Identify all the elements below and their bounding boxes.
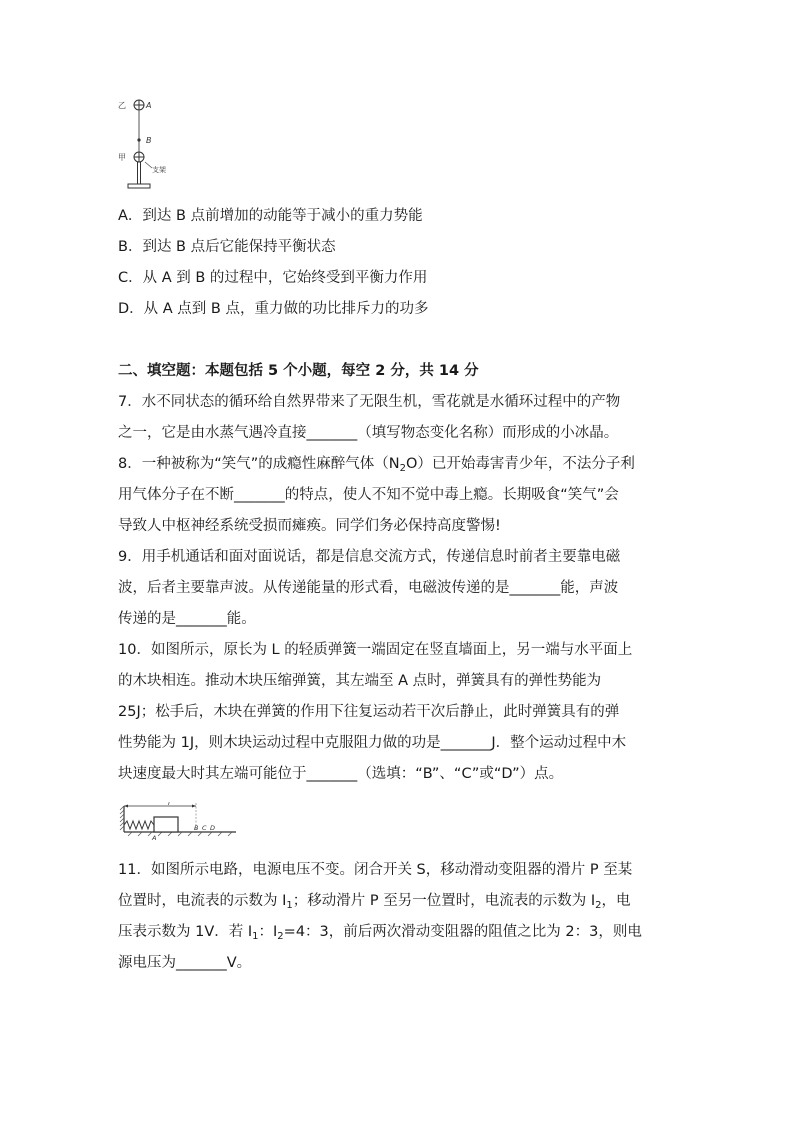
fig1-label-stand: 支架 [152,166,166,174]
q10-line2: 的木块相连。推动木块压缩弹簧，其左端至 A 点时，弹簧具有的弹性势能为 [118,673,602,689]
fig1-label-a: A [146,101,152,110]
fig2-label-l: l [168,802,170,807]
spring [124,821,154,829]
q10-line3: 25J；松手后，木块在弹簧的作用下往复运动若干次后静止，此时弹簧具有的弹 [118,704,620,720]
point-b [137,138,140,141]
q11-line3: 压表示数为 1V．若 $I_1$：$I_2=4$：3，前后两次滑动变阻器的阻值之比为 2：3，则电 [118,924,642,942]
section-heading: 二、填空题：本题包括 5 个小题，每空 2 分，共 14 分 [118,363,479,379]
fig2-label-c: C [202,824,207,832]
q9-line1: 9．用手机通话和面对面说话，都是信息交流方式，传递信息时前者主要靠电磁 [118,549,621,565]
q9-line2: 波，后者主要靠声波。从传递能量的形式看，电磁波传递的是_______能，声波 [118,580,619,596]
fig2-label-a: A [152,834,157,840]
q9-line3: 传递的是_______能。 [118,611,256,627]
fig2-label-d: D [210,824,216,832]
fig2-label-b: B [194,824,199,832]
q7-line2: 之一，它是由水蒸气遇冷直接_______（填写物态变化名称）而形成的小冰晶。 [118,425,619,441]
q11-line4: 源电压为_______V。 [118,955,252,971]
stand-post [138,162,141,184]
option-a: A．到达 B 点前增加的动能等于减小的重力势能 [118,208,423,224]
q8-line3: 导致人中枢神经系统受损而瘫痪。同学们务必保持高度警惕! [118,518,501,534]
fig1-label-jia: 甲 [118,153,126,162]
option-c: C．从 A 到 B 的过程中，它始终受到平衡力作用 [118,270,428,286]
option-b: B．到达 B 点后它能保持平衡状态 [118,239,336,255]
spring-block-figure [118,802,238,840]
fig1-label-yi: 乙 [118,101,126,110]
option-d: D．从 A 点到 B 点，重力做的功比排斥力的功多 [118,301,429,317]
q10-line4: 性势能为 1J，则木块运动过程中克服阻力做的功是_______J．整个运动过程中木 [118,735,627,751]
q10-line5: 块速度最大时其左端可能位于_______（选填：“B”、“C”或“D”）点。 [118,766,564,782]
q8-line1: 8．一种被称为“笑气”的成瘾性麻醉气体$(N_2O)$已开始毒害青少年，不法分子利 [118,456,635,474]
q11-line1: 11．如图所示电路，电源电压不变。闭合开关 S，移动滑动变阻器的滑片 P 至某 [118,862,633,878]
levitation-figure [112,96,192,196]
fig1-label-b: B [146,136,152,145]
q7-line1: 7．水不同状态的循环给自然界带来了无限生机，雪花就是水循环过程中的产物 [118,394,621,410]
q8-line2: 用气体分子在不断_______的特点，使人不知不觉中毒上瘾。长期吸食“笑气”会 [118,487,619,503]
wooden-block [154,817,178,832]
stand-base [128,184,150,188]
q11-line2: 位置时，电流表的示数为 $I_1$；移动滑片 P 至另一位置时，电流表的示数为 $I_2$，电 [118,893,631,911]
q10-line1: 10．如图所示，原长为 L 的轻质弹簧一端固定在竖直墙面上，另一端与水平面上 [118,642,633,658]
